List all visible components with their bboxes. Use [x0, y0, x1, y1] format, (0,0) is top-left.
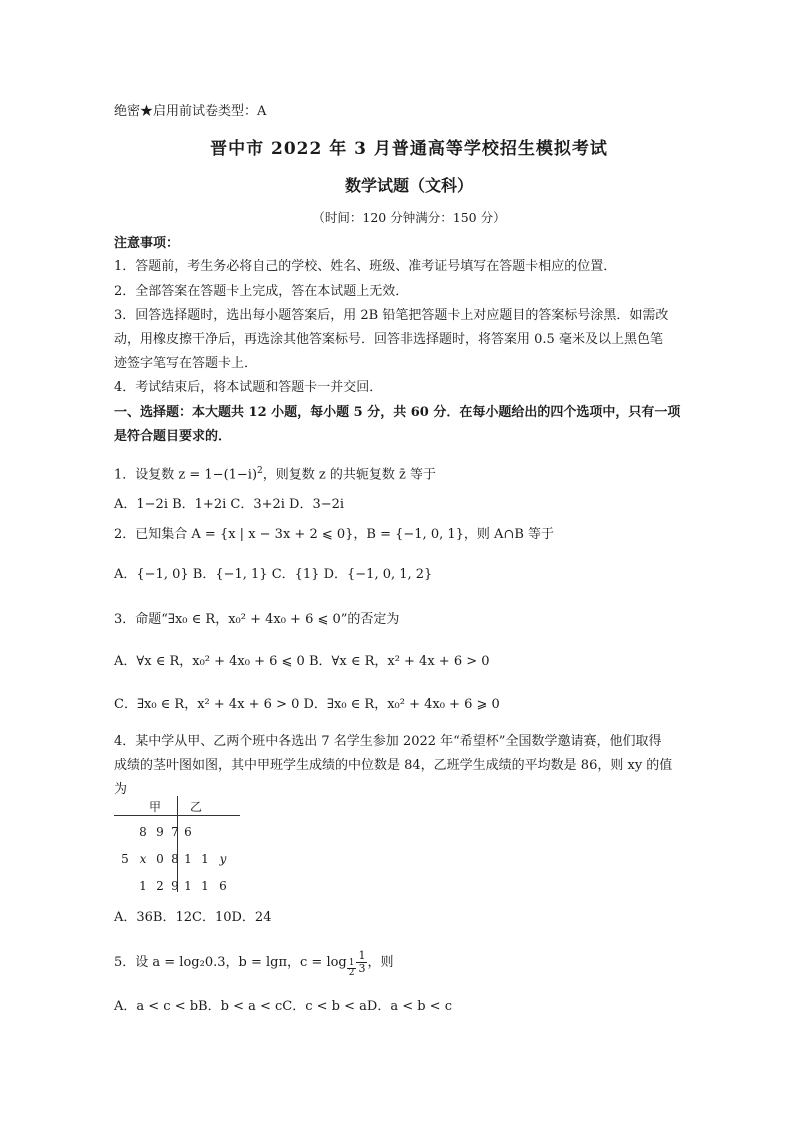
leaf-right: 1 — [184, 879, 192, 893]
leaf-right: 6 — [219, 879, 227, 893]
leaf-left: x — [139, 852, 147, 866]
notice-item-3-cont2: 迹签字笔写在答题卡上． — [114, 356, 258, 371]
question-4-line-2: 成绩的茎叶图如图，其中甲班学生成绩的中位数是 84，乙班学生成绩的平均数是 86，则 xy 的值 — [114, 758, 673, 773]
log-base-fraction: $\frac{1}{2}$ — [348, 958, 355, 978]
exam-subtitle: 数学试题（文科） — [344, 176, 473, 195]
notice-item-2: 2．全部答案在答题卡上完成，答在本试题上无效． — [114, 284, 409, 299]
question-2-options: A．{−1, 0} B．{−1, 1} C．{1} D．{−1, 0, 1, 2} — [114, 567, 433, 582]
notice-item-4: 4．考试结束后，将本试题和答题卡一并交回． — [114, 380, 383, 395]
question-1-options: A．1−2i B．1+2i C．3+2i D．3−2i — [114, 497, 345, 512]
question-3-options-cd: C．∃x₀ ∈ R，x² + 4x + 6 > 0 D．∃x₀ ∈ R，x₀² + 4x₀ + 6 ⩾ 0 — [114, 697, 500, 712]
section-heading-cont: 是符合题目要求的． — [114, 429, 232, 444]
question-4-line-3: 为 — [114, 782, 128, 797]
question-3-stem: 3．命题“∃x₀ ∈ R，x₀² + 4x₀ + 6 ⩽ 0”的否定为 — [114, 612, 400, 627]
stem-leaf-left-header: 甲 — [148, 800, 161, 814]
leaf-right: 1 — [201, 879, 209, 893]
stem-value: 7 — [171, 825, 179, 839]
stem-value: 8 — [171, 852, 179, 866]
section-heading: 一、选择题：本大题共 12 小题，每小题 5 分，共 60 分．在每小题给出的四个选项中，只有一项 — [114, 405, 681, 420]
stem-leaf-right-header: 乙 — [189, 800, 202, 814]
question-5-stem: 5．设 a = log₂0.3，b = lgπ，c = log $\frac{1}{2}$ $\frac{1}{3}$ ，则 — [114, 949, 394, 978]
question-3-options-ab: A．∀x ∈ R，x₀² + 4x₀ + 6 ⩽ 0 B．∀x ∈ R，x² + 4x + 6 > 0 — [114, 654, 490, 669]
notice-item-3-cont: 动，用橡皮擦干净后，再选涂其他答案标号．回答非选择题时，将答案用 0.5 毫米及以上黑色笔 — [114, 332, 663, 347]
leaf-right: 1 — [201, 852, 209, 866]
notice-item-3: 3．回答选择题时，选出每小题答案后，用 2B 铅笔把答题卡上对应题目的答案标号涂黑．如需改 — [114, 308, 669, 323]
notice-heading: 注意事项： — [114, 236, 180, 251]
question-2-stem: 2．已知集合 A = {x | x − 3x + 2 ⩽ 0}，B = {−1, 0, 1}，则 A∩B 等于 — [114, 527, 555, 542]
leaf-left: 0 — [156, 852, 164, 866]
stem-value: 9 — [171, 879, 179, 893]
log-argument-fraction: $\frac{1}{3}$ — [358, 949, 366, 975]
secret-label: 绝密★启用前试卷类型：A — [114, 104, 267, 119]
leaf-left: 8 — [139, 825, 147, 839]
leaf-left: 5 — [121, 852, 129, 866]
leaf-right: y — [219, 852, 227, 866]
notice-item-1: 1．答题前，考生务必将自己的学校、姓名、班级、准考证号填写在答题卡相应的位置． — [114, 259, 617, 274]
question-5-options: A．a < c < bB．b < a < cC．c < b < aD．a < b < c — [114, 999, 452, 1014]
question-1-stem: 1．设复数 $z = 1-(1-i)^2$，则复数 z 的共轭复数 z̄ 等于 — [114, 466, 437, 483]
leaf-right: 1 — [184, 852, 192, 866]
exam-title: 晋中市 2022 年 3 月普通高等学校招生模拟考试 — [210, 139, 608, 159]
stem-leaf-divider — [177, 796, 178, 892]
stem-leaf-plot — [114, 796, 244, 896]
question-4-line-1: 4．某中学从甲、乙两个班中各选出 7 名学生参加 2022 年“希望杯”全国数学邀请赛，他们取得 — [114, 734, 662, 749]
leaf-right: 6 — [184, 825, 192, 839]
leaf-left: 2 — [156, 879, 164, 893]
leaf-left: 1 — [139, 879, 147, 893]
leaf-left: 9 — [156, 825, 164, 839]
question-4-options: A．36B．12C．10D．24 — [114, 910, 272, 925]
exam-time: （时间：120 分钟满分：150 分） — [312, 210, 506, 225]
